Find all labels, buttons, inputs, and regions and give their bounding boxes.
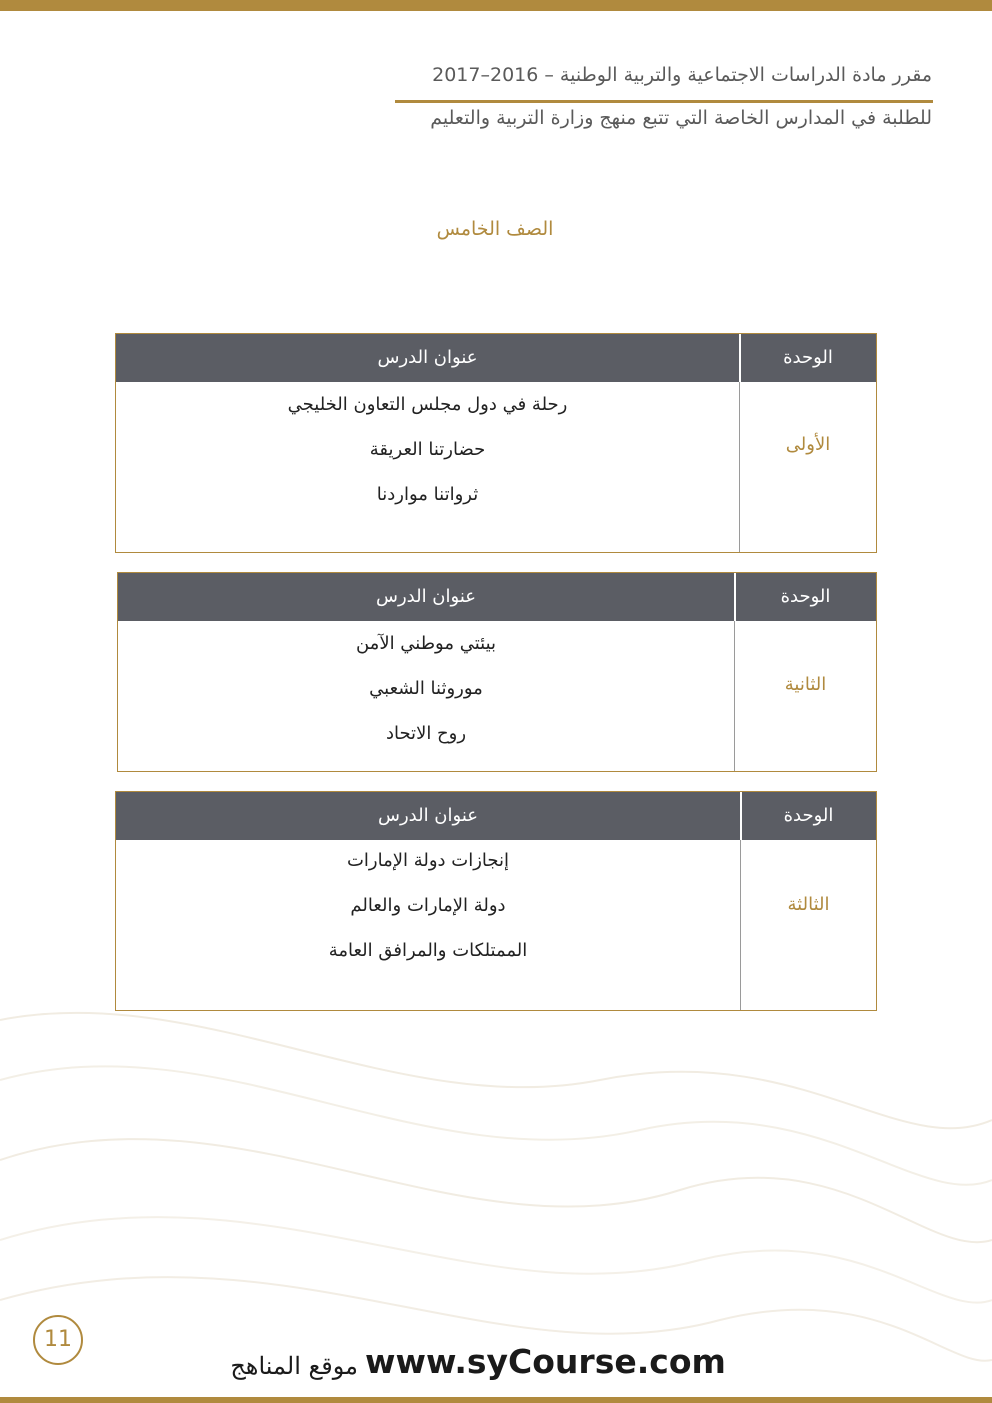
lesson-list: [116, 382, 739, 517]
lesson-item: رحلة في دول مجلس التعاون الخليجي: [287, 394, 568, 415]
unit-name: الثالثة: [787, 894, 830, 915]
unit-table-2: [117, 572, 877, 772]
lesson-item: حضارتنا العريقة: [369, 439, 486, 460]
column-divider: [734, 621, 735, 771]
lesson-item: روح الاتحاد: [385, 723, 467, 744]
lesson-list: [116, 838, 740, 973]
background-waves: [0, 960, 992, 1400]
course-header-title: مقرر مادة الدراسات الاجتماعية والتربية الوطنية – 2016–2017: [432, 64, 932, 86]
grade-title: الصف الخامس: [436, 218, 554, 240]
lesson-item: ثرواتنا مواردنا: [376, 484, 479, 505]
lesson-title-header: عنوان الدرس: [377, 805, 478, 826]
header-divider: [734, 573, 736, 621]
lesson-list: [118, 621, 734, 756]
course-header-subtitle: للطلبة في المدارس الخاصة التي تتبع منهج وزارة التربية والتعليم: [430, 107, 932, 129]
unit-header: الوحدة: [783, 805, 834, 826]
column-divider: [739, 382, 740, 552]
lesson-item: موروثنا الشعبي: [369, 678, 483, 699]
website-name: موقع المناهج: [230, 1352, 358, 1380]
header-divider: [740, 792, 742, 840]
page-number-badge: 11: [33, 1315, 83, 1365]
unit-name: الأولى: [785, 434, 831, 455]
website-url: www.syCourse.com: [365, 1342, 726, 1381]
lesson-item: إنجازات دولة الإمارات: [346, 850, 510, 871]
unit-name: الثانية: [784, 674, 827, 695]
unit-header: الوحدة: [783, 347, 833, 368]
top-border: [0, 0, 992, 11]
bottom-border: [0, 1397, 992, 1403]
lesson-item: دولة الإمارات والعالم: [350, 895, 506, 916]
column-divider: [740, 840, 741, 1010]
lesson-item: الممتلكات والمرافق العامة: [328, 940, 528, 961]
lesson-item: بيئتي موطني الآمن: [355, 633, 497, 654]
header-divider: [395, 100, 933, 103]
lesson-title-header: عنوان الدرس: [375, 586, 476, 607]
unit-table-3: [115, 791, 877, 1011]
header-divider: [739, 334, 741, 382]
unit-table-1: [115, 333, 877, 553]
unit-header: الوحدة: [780, 586, 831, 607]
lesson-title-header: عنوان الدرس: [377, 347, 478, 368]
